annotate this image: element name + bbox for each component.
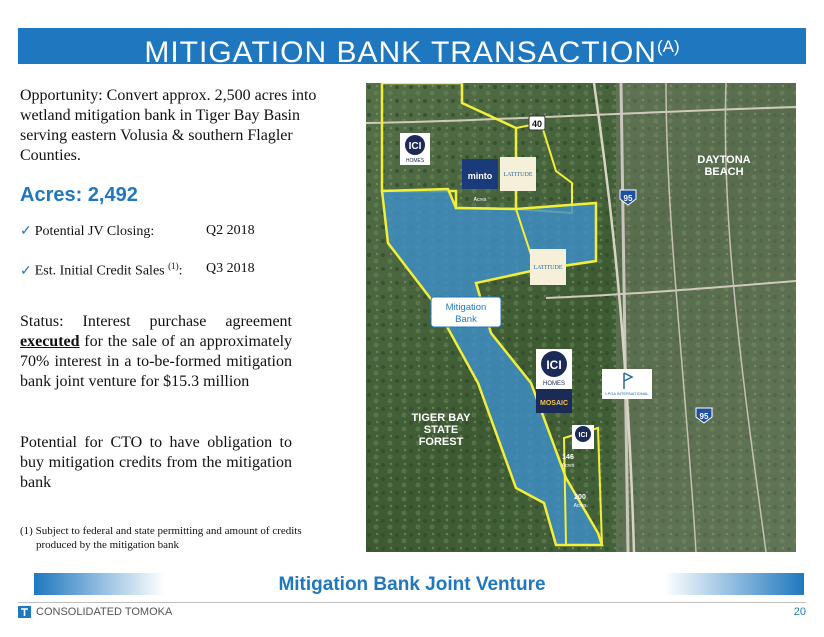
svg-text:ICI: ICI [546,358,562,372]
parcel-200-acres-unit: Acres [573,503,587,509]
checklist-item-jv-closing [20,223,255,240]
ici-homes-logo-center [536,349,572,389]
checklist-footnote-marker: (1) [168,261,179,271]
minto-logo [462,159,498,189]
latitude-logo-center [530,249,566,285]
footnote-line-2: produced by the mitigation bank [36,539,179,551]
status-paragraph [20,312,292,392]
mitigation-bank-label-line1: Mitigation [445,302,487,313]
svg-text:minto: minto [467,171,493,181]
ici-homes-logo-south [572,425,594,449]
mosaic-logo [536,389,572,413]
checkmark-icon: ✓ [20,263,32,279]
title-footnote-marker: (A) [656,37,680,56]
status-text-start: Status: Interest purchase agreement [20,313,292,330]
svg-text:HOMES: HOMES [405,158,425,164]
svg-text:LPGA INTERNATIONAL: LPGA INTERNATIONAL [605,391,649,396]
checklist-item-credit-sales [20,261,255,280]
parcel-minto-acres-unit: Acres [473,197,487,203]
company-logo-icon [18,606,31,618]
aerial-map [366,83,796,552]
checklist-label: Potential JV Closing: [34,224,155,239]
checklist-value: Q2 2018 [206,223,255,238]
forest-label-line2: STATE [423,424,459,436]
footnote [20,524,340,552]
route-40-label: 40 [531,119,543,129]
checklist-value: Q3 2018 [206,261,255,276]
obligation-paragraph: Potential for CTO to have obligation to buy mitigation credits from the mitigation bank [20,434,292,491]
company-name: CONSOLIDATED TOMOKA [36,606,173,618]
footer-divider [18,602,806,603]
forest-label-line1: TIGER BAY [411,412,471,424]
slide-title: MITIGATION BANK TRANSACTION [144,36,657,69]
mitigation-bank-label-line2: Bank [455,314,477,325]
svg-text:LATITUDE: LATITUDE [503,172,533,178]
checkmark-icon: ✓ [20,224,32,239]
footer-company [18,606,172,618]
latitude-logo-north [500,157,536,191]
joint-venture-title: Mitigation Bank Joint Venture [278,574,546,595]
interstate-95-label-south: 95 [699,412,709,421]
status-emphasis: executed [20,333,80,350]
forest-label-line3: FOREST [418,436,464,448]
city-label-line1: DAYTONA [697,154,751,166]
slide-title-bar [18,28,806,69]
checklist-colon: : [178,263,183,279]
svg-text:MOSAIC: MOSAIC [540,400,568,407]
opportunity-text: Opportunity: Convert approx. 2,500 acres into wetland mitigation bank in Tiger Bay Basin serving eastern Volusia & southern Flagler Counties. [20,87,317,164]
svg-text:ICI: ICI [578,432,588,439]
parcel-200-acres: 200 [574,494,586,501]
interstate-95-label-north: 95 [623,194,633,203]
svg-text:LATITUDE: LATITUDE [533,265,563,271]
svg-text:HOMES: HOMES [542,381,566,387]
city-label-line2: BEACH [704,166,744,178]
page-number: 20 [793,606,806,618]
lpga-international-logo [602,369,652,399]
footnote-line-1: (1) Subject to federal and state permitting and amount of credits [20,525,302,537]
ici-homes-logo-north [400,133,430,165]
parcel-146-acres-unit: Acres [561,463,575,469]
acres-heading: Acres: 2,492 [20,184,138,206]
svg-text:ICI: ICI [408,141,422,152]
parcel-146-acres: 146 [562,454,574,461]
checklist-label: Est. Initial Credit Sales [34,263,165,279]
status-text-end: for the sale of an approximately 70% interest in a to-be-formed mitigation bank joint venture for $15.3 million [20,333,293,390]
